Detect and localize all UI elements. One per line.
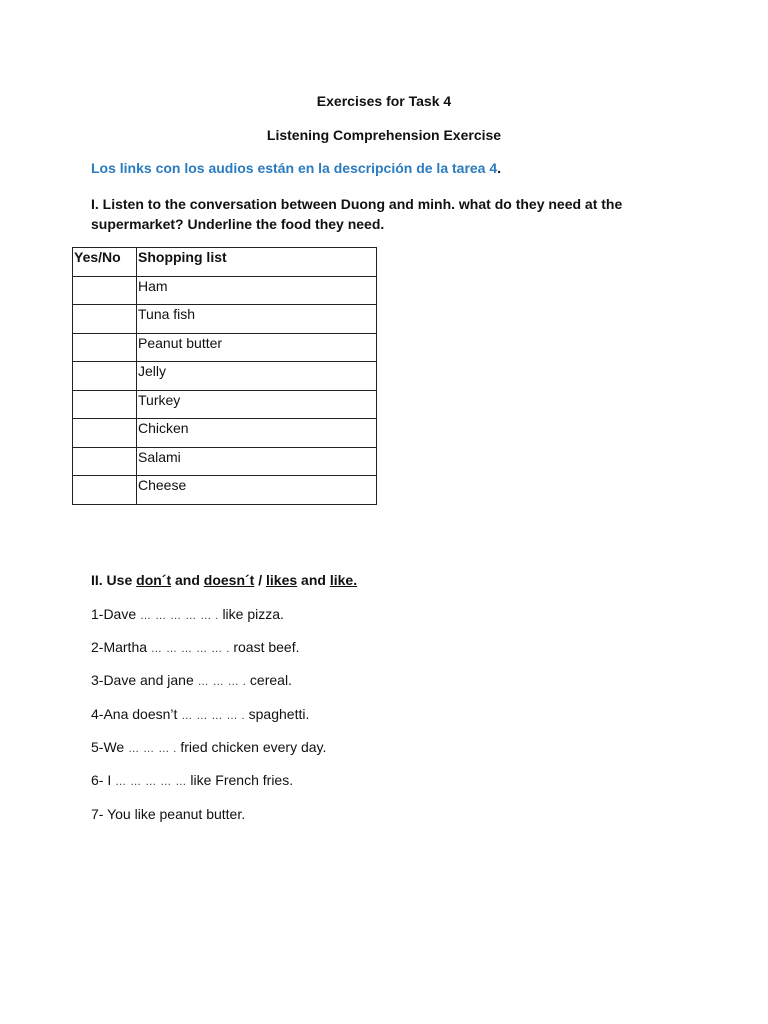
item-text: roast beef.	[233, 639, 300, 655]
item-text: fried chicken every day.	[180, 739, 327, 755]
item-text: 7- You like peanut butter.	[91, 806, 246, 822]
links-note-text: Los links con los audios están en la descripción de la tarea 4	[91, 160, 498, 176]
page-title: Exercises for Task 4	[316, 93, 452, 109]
table-row	[73, 419, 377, 448]
food-cell: Salami	[137, 447, 377, 476]
yes-no-cell[interactable]	[73, 276, 137, 305]
item-text: 6- I	[91, 772, 116, 788]
food-cell: Jelly	[137, 362, 377, 391]
answer-blank[interactable]: … … … … … .	[140, 610, 223, 622]
table-header-row	[73, 248, 377, 277]
item-text: 4-Ana doesn’t	[91, 706, 182, 722]
table-row	[73, 333, 377, 362]
yes-no-cell[interactable]	[73, 447, 137, 476]
answer-blank[interactable]: … … … … .	[181, 710, 249, 722]
exercise-item	[91, 639, 299, 655]
header-shopping-list: Shopping list	[137, 248, 377, 277]
links-note-period: .	[497, 160, 502, 176]
yes-no-cell[interactable]	[73, 419, 137, 448]
word-dont: don´t	[136, 572, 172, 588]
heading-and-2: and	[297, 572, 330, 588]
item-text: 1-Dave	[91, 606, 141, 622]
yes-no-cell[interactable]	[73, 333, 137, 362]
table-row	[73, 276, 377, 305]
food-cell: Turkey	[137, 390, 377, 419]
food-cell: Peanut butter	[137, 333, 377, 362]
table-row	[73, 390, 377, 419]
food-cell: Tuna fish	[137, 305, 377, 334]
word-doesnt: doesn´t	[203, 572, 255, 588]
exercise-item	[91, 806, 245, 822]
yes-no-cell[interactable]	[73, 362, 137, 391]
table-row	[73, 362, 377, 391]
table-row	[73, 447, 377, 476]
yes-no-cell[interactable]	[73, 305, 137, 334]
answer-blank[interactable]: … … … .	[128, 743, 181, 755]
food-cell: Chicken	[137, 419, 377, 448]
exercise-item	[91, 706, 309, 722]
heading-prefix: II. Use	[91, 572, 137, 588]
answer-blank[interactable]: … … … .	[197, 676, 250, 688]
heading-separator: /	[254, 572, 267, 588]
item-text: 3-Dave and jane	[91, 672, 198, 688]
header-yes-no: Yes/No	[73, 248, 137, 277]
item-text: cereal.	[249, 672, 292, 688]
exercise-item	[91, 606, 284, 622]
item-text: like French fries.	[190, 772, 294, 788]
item-text: spaghetti.	[248, 706, 310, 722]
answer-blank[interactable]: … … … … … .	[150, 643, 234, 655]
section1-instruction: I. Listen to the conversation between Duong and minh. what do they need at the supermarket? Underline the food they need.	[91, 196, 623, 232]
answer-blank[interactable]: … … … … …	[115, 776, 191, 788]
heading-and-1: and	[171, 572, 204, 588]
links-note	[91, 160, 501, 176]
item-text: like pizza.	[222, 606, 284, 622]
exercise-item	[91, 772, 293, 788]
yes-no-cell[interactable]	[73, 390, 137, 419]
word-likes: likes	[266, 572, 298, 588]
shopping-list-table	[72, 247, 377, 505]
exercise-item	[91, 672, 292, 688]
exercise-item	[91, 739, 326, 755]
item-text: 2-Martha	[91, 639, 151, 655]
word-like: like.	[329, 572, 358, 588]
item-text: 5-We	[91, 739, 129, 755]
page-subtitle: Listening Comprehension Exercise	[266, 127, 502, 143]
table-row	[73, 476, 377, 505]
food-cell: Cheese	[137, 476, 377, 505]
food-cell: Ham	[137, 276, 377, 305]
section2-heading	[91, 572, 357, 588]
yes-no-cell[interactable]	[73, 476, 137, 505]
table-row	[73, 305, 377, 334]
